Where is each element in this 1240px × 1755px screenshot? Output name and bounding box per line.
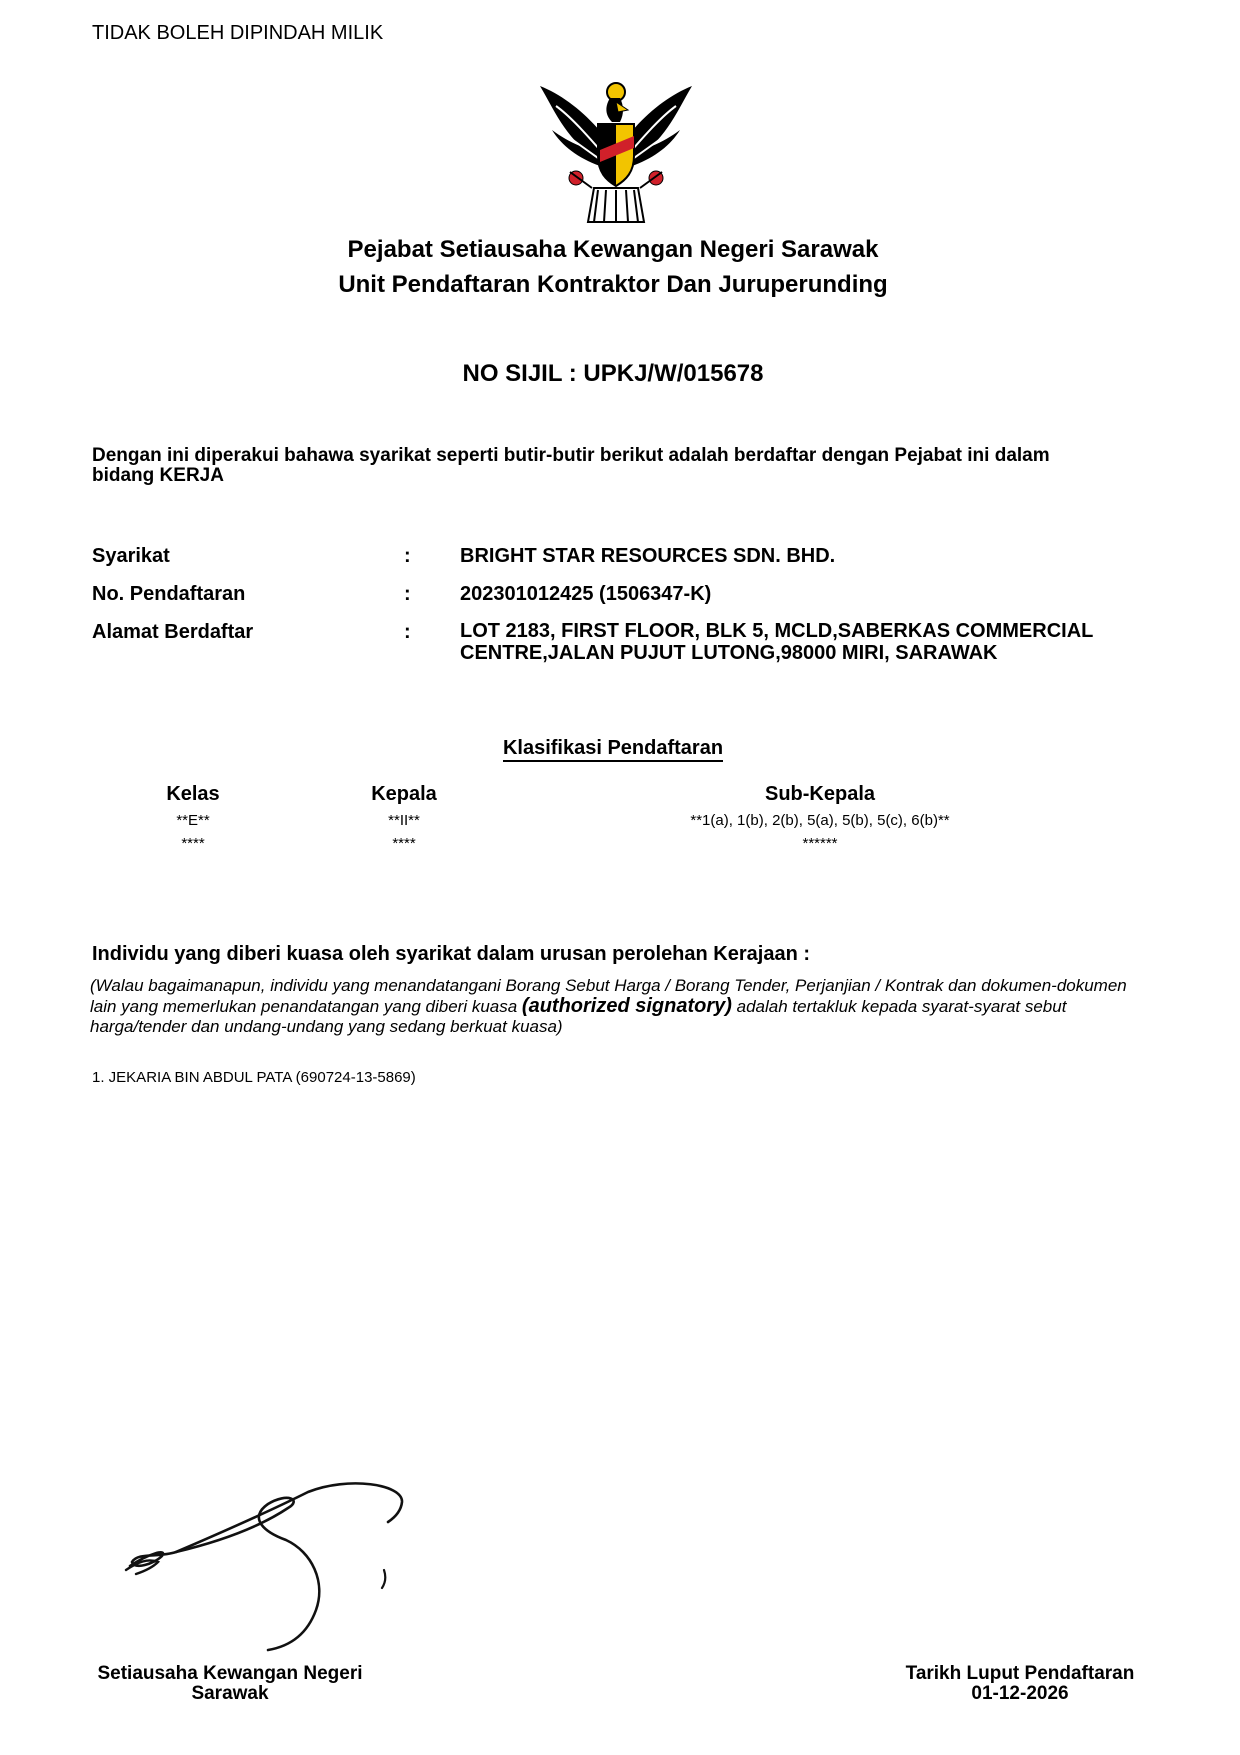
header-kepala: Kepala	[371, 783, 437, 805]
note-text: adalah tertakluk kepada syarat-syarat sebut harga/tender dan undang-undang yang sedang berkuat kuasa)	[90, 997, 1067, 1036]
expiry-label: Tarikh Luput Pendaftaran	[905, 1663, 1135, 1684]
company-name: BRIGHT STAR RESOURCES SDN. BHD.	[460, 545, 836, 567]
header-kelas: Kelas	[166, 783, 220, 805]
separator: :	[404, 621, 411, 643]
address-label: Alamat Berdaftar	[92, 621, 254, 643]
note-emphasis: (authorized signatory)	[521, 995, 732, 1017]
expiry-date: 01-12-2026	[971, 1683, 1069, 1704]
header-sub-kepala: Sub-Kepala	[764, 783, 876, 805]
non-transferable-notice: TIDAK BOLEH DIPINDAH MILIK	[92, 22, 384, 44]
note-text: (Walau bagaimanapun, individu yang menandatangani Borang Sebut Harga / Borang Tender, Perjanjian / Kontrak dan dokumen-dokumen lain yang memerlukan penandatangan yang diberi kuasa	[90, 976, 1127, 1016]
table-cell: **1(a), 1(b), 2(b), 5(a), 5(b), 5(c), 6(b)**	[690, 812, 950, 829]
issuing-office	[0, 232, 1226, 302]
registered-address: LOT 2183, FIRST FLOOR, BLK 5, MCLD,SABERKAS COMMERCIAL CENTRE,JALAN PUJUT LUTONG,98000 MIRI, SARAWAK	[460, 620, 1093, 664]
signatory-line: Setiausaha Kewangan Negeri	[97, 1663, 363, 1684]
registration-label: No. Pendaftaran	[92, 583, 246, 605]
classification-title-text: Klasifikasi Pendaftaran	[503, 737, 723, 762]
signatory-line: Sarawak	[191, 1683, 269, 1704]
company-name-label: Syarikat	[92, 545, 170, 567]
expiry-block	[870, 1664, 1170, 1704]
certificate-number: NO SIJIL : UPKJ/W/015678	[462, 360, 764, 387]
classification-title	[0, 737, 1226, 760]
table-cell: ****	[181, 835, 205, 852]
certification-statement: Dengan ini diperakui bahawa syarikat seperti butir-butir berikut adalah berdaftar dengan Pejabat ini dalam bidang KERJA	[92, 445, 1050, 486]
table-cell: ******	[802, 835, 838, 852]
authorized-individual: 1. JEKARIA BIN ABDUL PATA (690724-13-5869)	[92, 1069, 416, 1086]
registration-number: 202301012425 (1506347-K)	[460, 583, 712, 605]
handwritten-signature	[118, 1478, 418, 1658]
sarawak-crest-icon	[540, 76, 692, 224]
signatory-title	[70, 1664, 390, 1704]
unit-name: Unit Pendaftaran Kontraktor Dan Juruperunding	[338, 271, 888, 298]
authorized-individuals-heading: Individu yang diberi kuasa oleh syarikat dalam urusan perolehan Kerajaan :	[92, 943, 811, 965]
authorization-note	[90, 976, 1150, 1037]
separator: :	[404, 545, 411, 567]
table-cell: ****	[392, 835, 416, 852]
separator: :	[404, 583, 411, 605]
table-cell: **II**	[388, 812, 420, 829]
office-name: Pejabat Setiausaha Kewangan Negeri Sarawak	[347, 236, 879, 263]
table-cell: **E**	[176, 812, 210, 829]
